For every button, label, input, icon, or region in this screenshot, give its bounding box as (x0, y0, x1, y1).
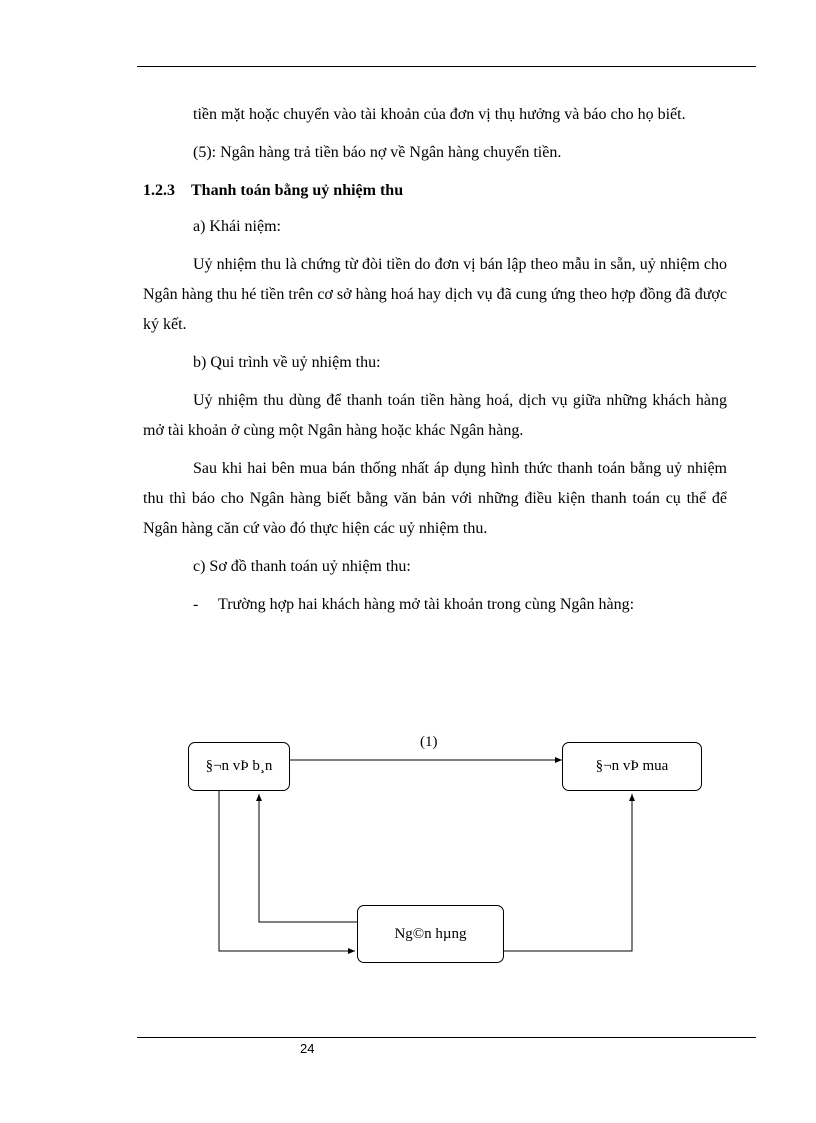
section-number: 1.2.3 (143, 182, 175, 199)
section-heading (143, 176, 727, 206)
page-body (143, 100, 727, 628)
paragraph-usage: Uỷ nhiệm thu dùng để thanh toán tiền hàng hoá, dịch vụ giữa những khách hàng mở tài khoản ở cùng một Ngân hàng hoặc khác Ngân hàng. (143, 392, 727, 439)
arrow-bank-to-buyer (504, 794, 632, 951)
header-rule (137, 66, 756, 67)
arrow-seller-to-bank (219, 791, 355, 951)
page-number: 24 (300, 1041, 315, 1056)
buyer-box: §¬n vÞ mua (562, 742, 702, 791)
subheading-b: b) Qui trình về uỷ nhiệm thu: (193, 354, 381, 371)
footer-rule (137, 1037, 756, 1038)
subheading-a: a) Khái niệm: (193, 218, 281, 235)
section-title: Thanh toán bằng uỷ nhiệm thu (191, 182, 404, 199)
subheading-c: c) Sơ đồ thanh toán uỷ nhiệm thu: (193, 558, 411, 575)
arrow-bank-to-seller (259, 794, 357, 922)
paragraph-definition: Uỷ nhiệm thu là chứng từ đòi tiền do đơn vị bán lập theo mẫu in sẵn, uỷ nhiệm cho Ngân hàng thu hé tiền trên cơ sở hàng hoá hay dịch vụ đã cung ứng theo hợp đồng đã được ký kết. (143, 256, 727, 333)
dash-bullet: - (193, 596, 199, 613)
seller-box: §¬n vÞ b¸n (188, 742, 290, 791)
list-item-text: Trường hợp hai khách hàng mở tài khoản trong cùng Ngân hàng: (218, 596, 635, 613)
paragraph-continuation: tiền mặt hoặc chuyển vào tài khoản của đơn vị thụ hưởng và báo cho họ biết. (193, 106, 686, 123)
arrow-label-1: (1) (420, 734, 438, 750)
paragraph-step-5: (5): Ngân hàng trả tiền báo nợ về Ngân hàng chuyển tiền. (193, 144, 562, 161)
paragraph-procedure: Sau khi hai bên mua bán thống nhất áp dụng hình thức thanh toán bằng uỷ nhiệm thu thì báo cho Ngân hàng biết bằng văn bản với những điều kiện thanh toán cụ thể để Ngân hàng căn cứ vào đó thực hiện các uỷ nhiệm thu. (143, 460, 727, 537)
bank-box: Ng©n hµng (357, 905, 504, 963)
list-item-case (143, 590, 727, 620)
